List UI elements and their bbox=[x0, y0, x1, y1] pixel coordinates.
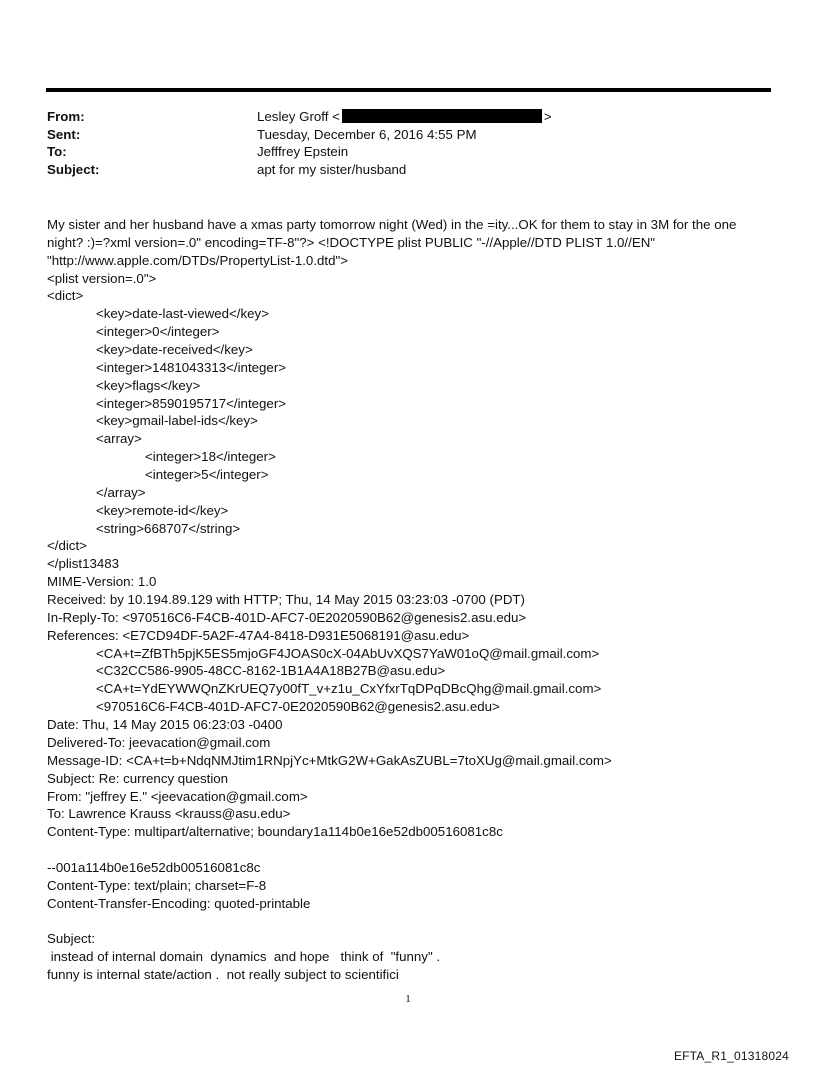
to-row bbox=[47, 143, 552, 161]
body-line: <dict> bbox=[47, 288, 84, 304]
body-line: Content-Transfer-Encoding: quoted-printable bbox=[47, 895, 311, 911]
body-line: Date: Thu, 14 May 2015 06:23:03 -0400 bbox=[47, 717, 283, 733]
body-line: MIME-Version: 1.0 bbox=[47, 574, 157, 590]
body-line: <array> bbox=[96, 431, 142, 447]
to-label: To: bbox=[47, 144, 67, 159]
email-header bbox=[47, 108, 552, 178]
body-line: To: Lawrence Krauss <krauss@asu.edu> bbox=[47, 806, 291, 822]
body-line: <CA+t=YdEYWWQnZKrUEQ7y00fT_v+z1u_CxYfxrTqDPqDBcQhg@mail.gmail.com> bbox=[96, 681, 602, 697]
body-line: </array> bbox=[96, 484, 146, 500]
body-line bbox=[47, 913, 787, 931]
body-line: instead of internal domain dynamics and hope think of "funny" . bbox=[47, 949, 441, 965]
from-value bbox=[257, 108, 552, 126]
redaction-box bbox=[342, 109, 542, 123]
from-end: > bbox=[543, 109, 552, 124]
body-line: <integer>0</integer> bbox=[96, 324, 220, 340]
email-body bbox=[47, 216, 787, 984]
body-line: Message-ID: <CA+t=b+NdqNMJtim1RNpjYc+MtkG2W+GakAsZUBL=7toXUg@mail.gmail.com> bbox=[47, 752, 612, 768]
to-value: Jefffrey Epstein bbox=[257, 144, 349, 159]
from-label: From: bbox=[47, 109, 85, 124]
body-line: <CA+t=ZfBTh5pjK5ES5mjoGF4JOAS0cX-04AbUvXQS7YaW01oQ@mail.gmail.com> bbox=[96, 645, 600, 661]
body-line: funny is internal state/action . not really subject to scientifici bbox=[47, 967, 399, 983]
body-line: <plist version=.0"> bbox=[47, 270, 157, 286]
body-line: <970516C6-F4CB-401D-AFC7-0E2020590B62@genesis2.asu.edu> bbox=[96, 699, 500, 715]
body-line: <key>flags</key> bbox=[96, 377, 201, 393]
from-name: Lesley Groff < bbox=[257, 109, 340, 124]
body-line: <integer>8590195717</integer> bbox=[96, 395, 287, 411]
body-line: My sister and her husband have a xmas party tomorrow night (Wed) in the =ity...OK for them to stay in 3M for the one bbox=[47, 217, 737, 232]
body-line: <key>gmail-label-ids</key> bbox=[96, 413, 258, 429]
body-line: Subject: Re: currency question bbox=[47, 770, 229, 786]
body-line: <key>remote-id</key> bbox=[96, 502, 229, 518]
body-line: From: "jeffrey E." <jeevacation@gmail.com> bbox=[47, 788, 308, 804]
body-line: Delivered-To: jeevacation@gmail.com bbox=[47, 734, 271, 750]
body-line: <string>668707</string> bbox=[96, 520, 241, 536]
body-line: Subject: bbox=[47, 931, 96, 947]
body-line: <integer>18</integer> bbox=[145, 449, 276, 465]
body-line: In-Reply-To: <970516C6-F4CB-401D-AFC7-0E2020590B62@genesis2.asu.edu> bbox=[47, 609, 527, 625]
body-line: <key>date-received</key> bbox=[96, 342, 253, 358]
body-line: </plist13483 bbox=[47, 556, 120, 572]
body-line: Content-Type: text/plain; charset=F-8 bbox=[47, 877, 267, 893]
body-line bbox=[47, 841, 787, 859]
sent-label: Sent: bbox=[47, 126, 81, 142]
body-line: <C32CC586-9905-48CC-8162-1B1A4A18B27B@asu.edu> bbox=[96, 663, 446, 679]
body-line: Content-Type: multipart/alternative; boundary1a114b0e16e52db00516081c8c bbox=[47, 824, 503, 840]
body-line: --001a114b0e16e52db00516081c8c bbox=[47, 859, 261, 875]
body-line: <key>date-last-viewed</key> bbox=[96, 306, 269, 322]
body-line: <integer>5</integer> bbox=[145, 467, 269, 483]
subject-value: apt for my sister/husband bbox=[257, 161, 407, 177]
sent-value: Tuesday, December 6, 2016 4:55 PM bbox=[257, 126, 477, 142]
body-line: </dict> bbox=[47, 538, 87, 554]
page-number: 1 bbox=[405, 993, 411, 1005]
from-row bbox=[47, 108, 552, 126]
sent-row bbox=[47, 126, 552, 144]
body-line: "http://www.apple.com/DTDs/PropertyList-1.0.dtd"> bbox=[47, 252, 348, 268]
body-line: References: <E7CD94DF-5A2F-47A4-8418-D931E5068191@asu.edu> bbox=[47, 627, 470, 643]
body-line: night? :)=?xml version=.0" encoding=TF-8"?> <!DOCTYPE plist PUBLIC "-//Apple//DTD PLIST 1.0//EN" bbox=[47, 234, 656, 250]
body-line: Received: by 10.194.89.129 with HTTP; Thu, 14 May 2015 03:23:03 -0700 (PDT) bbox=[47, 592, 525, 608]
header-rule bbox=[46, 88, 771, 92]
body-line: <integer>1481043313</integer> bbox=[96, 359, 287, 375]
subject-label: Subject: bbox=[47, 161, 100, 177]
document-id-footer: EFTA_R1_01318024 bbox=[673, 1049, 789, 1063]
subject-row bbox=[47, 161, 552, 179]
